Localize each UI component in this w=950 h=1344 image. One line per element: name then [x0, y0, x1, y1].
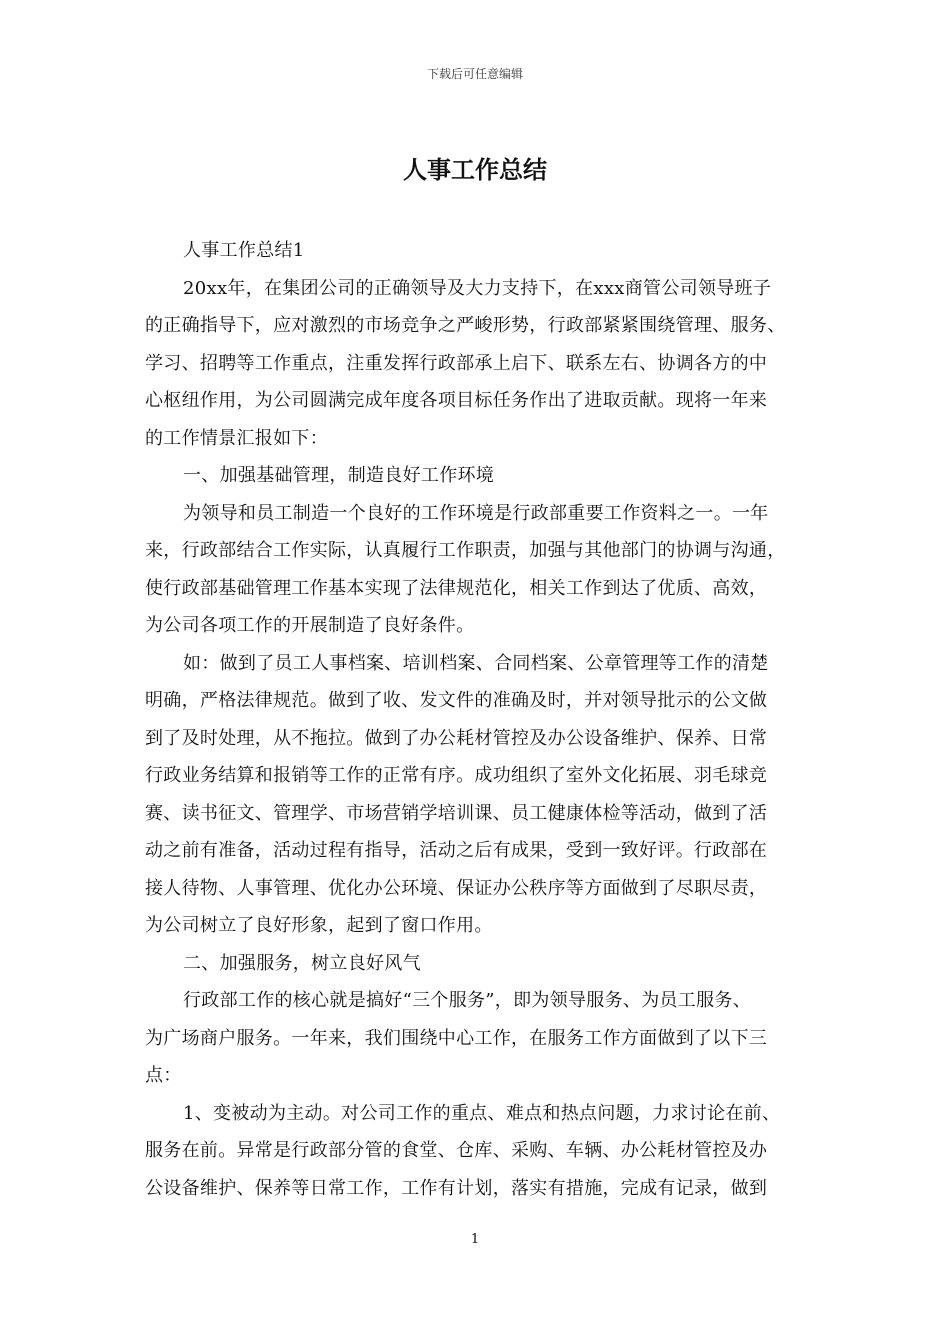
paragraph-line: 赛、读书征文、管理学、市场营销学培训课、员工健康体检等活动，做到了活: [145, 802, 768, 824]
section-heading: 一、加强基础管理，制造良好工作环境: [183, 465, 495, 486]
paragraph-line: 的工作情景汇报如下：: [145, 427, 328, 449]
paragraph-line: 公设备维护、保养等日常工作，工作有计划，落实有措施，完成有记录，做到: [145, 1177, 768, 1199]
paragraph-line: 为领导和员工制造一个良好的工作环境是行政部重要工作资料之一。一年: [183, 502, 769, 524]
paragraph-line: 明确，严格法律规范。做到了收、发文件的准确及时，并对领导批示的公文做: [145, 690, 768, 711]
paragraph-line: 的正确指导下，应对激烈的市场竞争之严峻形势，行政部紧紧围绕管理、服务、: [145, 315, 786, 336]
paragraph-line: 如：做到了员工人事档案、培训档案、合同档案、公章管理等工作的清楚: [183, 652, 769, 674]
paragraph-line: 心枢纽作用，为公司圆满完成年度各项目标任务作出了进取贡献。现将一年来: [145, 390, 768, 411]
section-heading: 人事工作总结1: [183, 240, 305, 261]
paragraph-line: 服务在前。异常是行政部分管的食堂、仓库、采购、车辆、办公耗材管控及办: [145, 1140, 768, 1161]
paragraph-line: 行政业务结算和报销等工作的正常有序。成功组织了室外文化拓展、羽毛球竞: [145, 765, 768, 786]
page-number: 1: [470, 1232, 480, 1247]
paragraph-line: 接人待物、人事管理、优化办公环境、保证办公秩序等方面做到了尽职尽责，: [145, 877, 768, 899]
paragraph-line: 为公司各项工作的开展制造了良好条件。: [145, 615, 475, 636]
section-heading: 二、加强服务，树立良好风气: [183, 952, 421, 974]
paragraph-line: 20xx年，在集团公司的正确领导及大力支持下，在xxx商管公司领导班子: [183, 277, 772, 299]
paragraph-line: 动之前有准备，活动过程有指导，活动之后有成果，受到一致好评。行政部在: [145, 840, 768, 861]
paragraph-line: 到了及时处理，从不拖拉。做到了办公耗材管控及办公设备维护、保养、日常: [145, 727, 768, 749]
paragraph-line: 点：: [145, 1065, 182, 1086]
paragraph-line: 为公司树立了良好形象，起到了窗口作用。: [145, 915, 493, 936]
page-header-note: 下载后可任意编辑: [426, 67, 523, 81]
document-body: [145, 232, 810, 1207]
paragraph-line: 行政部工作的核心就是搞好“三个服务”，即为领导服务、为员工服务、: [183, 990, 752, 1011]
paragraph-line: 来，行政部结合工作实际，认真履行工作职责，加强与其他部门的协调与沟通，: [145, 540, 786, 561]
document-title: 人事工作总结: [403, 155, 547, 184]
paragraph-line: 为广场商户服务。一年来，我们围绕中心工作，在服务工作方面做到了以下三: [145, 1027, 768, 1049]
paragraph-line: 使行政部基础管理工作基本实现了法律规范化，相关工作到达了优质、高效，: [145, 577, 768, 599]
paragraph-line: 学习、招聘等工作重点，注重发挥行政部承上启下、联系左右、协调各方的中: [145, 352, 768, 374]
paragraph-line: 1、变被动为主动。对公司工作的重点、难点和热点问题，力求讨论在前、: [183, 1102, 781, 1124]
